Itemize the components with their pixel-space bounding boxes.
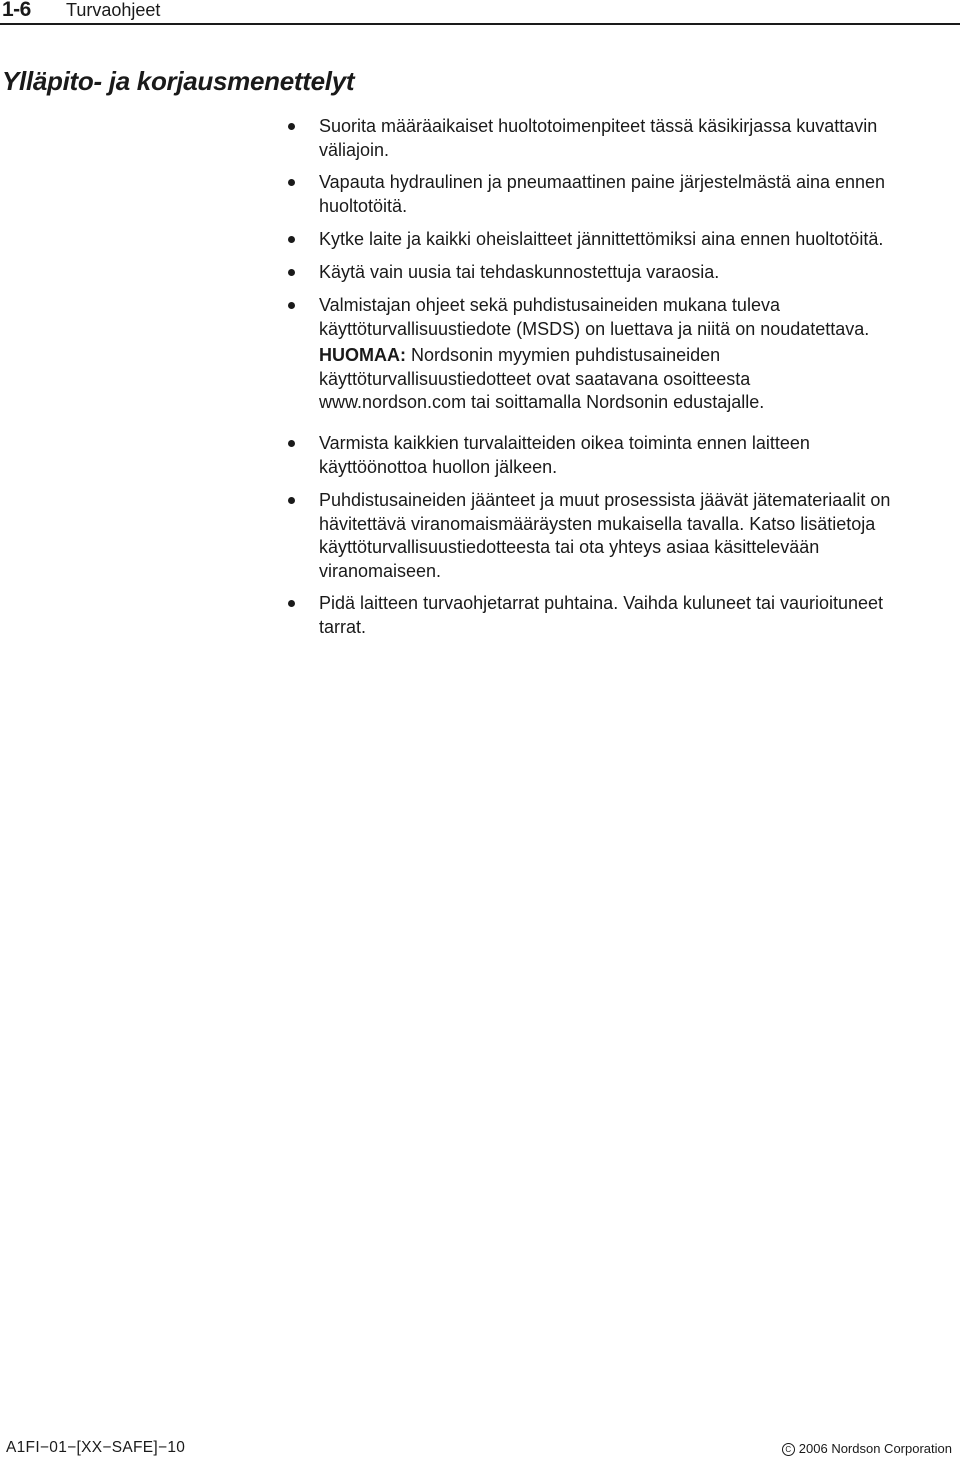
note-label: HUOMAA:: [319, 345, 406, 365]
copyright-text: 2006 Nordson Corporation: [798, 1441, 952, 1456]
list-item-text: Varmista kaikkien turvalaitteiden oikea toiminta ennen laitteen käyttöönottoa huollon jälkeen.: [319, 433, 810, 477]
list-item-text: Valmistajan ohjeet sekä puhdistusaineiden mukana tuleva käyttöturvallisuustiedote (MSDS) on luettava ja niitä on noudatettava.: [319, 295, 870, 339]
list-item-text: Käytä vain uusia tai tehdaskunnostettuja varaosia.: [319, 262, 720, 282]
bullet-icon: [288, 123, 295, 130]
copyright-icon: C: [782, 1443, 795, 1456]
header-title: Turvaohjeet: [66, 0, 161, 20]
list-item-text: Kytke laite ja kaikki oheislaitteet jännittettömiksi aina ennen huoltotöitä.: [319, 229, 884, 249]
list-item-text: Pidä laitteen turvaohjetarrat puhtaina. Vaihda kuluneet tai vaurioituneet tarrat.: [319, 593, 884, 637]
page-number: 1-6: [2, 0, 31, 21]
list-item-text: Suorita määräaikaiset huoltotoimenpiteet tässä käsikirjassa kuvattavin väliajoin.: [319, 116, 878, 160]
bullet-icon: [288, 236, 295, 243]
list-item-text: Puhdistusaineiden jäänteet ja muut prosessista jäävät jätemateriaalit on hävitettävä viranomaismääräysten mukaisella tavalla. Katso lisätietoja käyttöturvallisuustiedotteesta tai ota yhteys asiaa käsittelevään viranomaiseen.: [319, 490, 891, 582]
bullet-icon: [288, 600, 295, 607]
section-title: Ylläpito- ja korjausmenettelyt: [2, 66, 355, 96]
header-divider: [0, 23, 960, 25]
bullet-icon: [288, 497, 295, 504]
bullet-icon: [288, 302, 295, 309]
copyright-notice: [782, 1441, 952, 1456]
note-text: Nordsonin myymien puhdistusaineiden käyttöturvallisuustiedotteet ovat saatavana osoitteesta www.nordson.com tai soittamalla Nordsonin edustajalle.: [319, 345, 765, 413]
bullet-icon: [288, 440, 295, 447]
bullet-icon: [288, 179, 295, 186]
note-block: [319, 344, 959, 415]
bullet-icon: [288, 269, 295, 276]
list-item-text: Vapauta hydraulinen ja pneumaattinen paine järjestelmästä aina ennen huoltotöitä.: [319, 172, 886, 216]
document-code: A1FI−01−[XX−SAFE]−10: [6, 1439, 186, 1456]
page-header: [0, 0, 960, 24]
